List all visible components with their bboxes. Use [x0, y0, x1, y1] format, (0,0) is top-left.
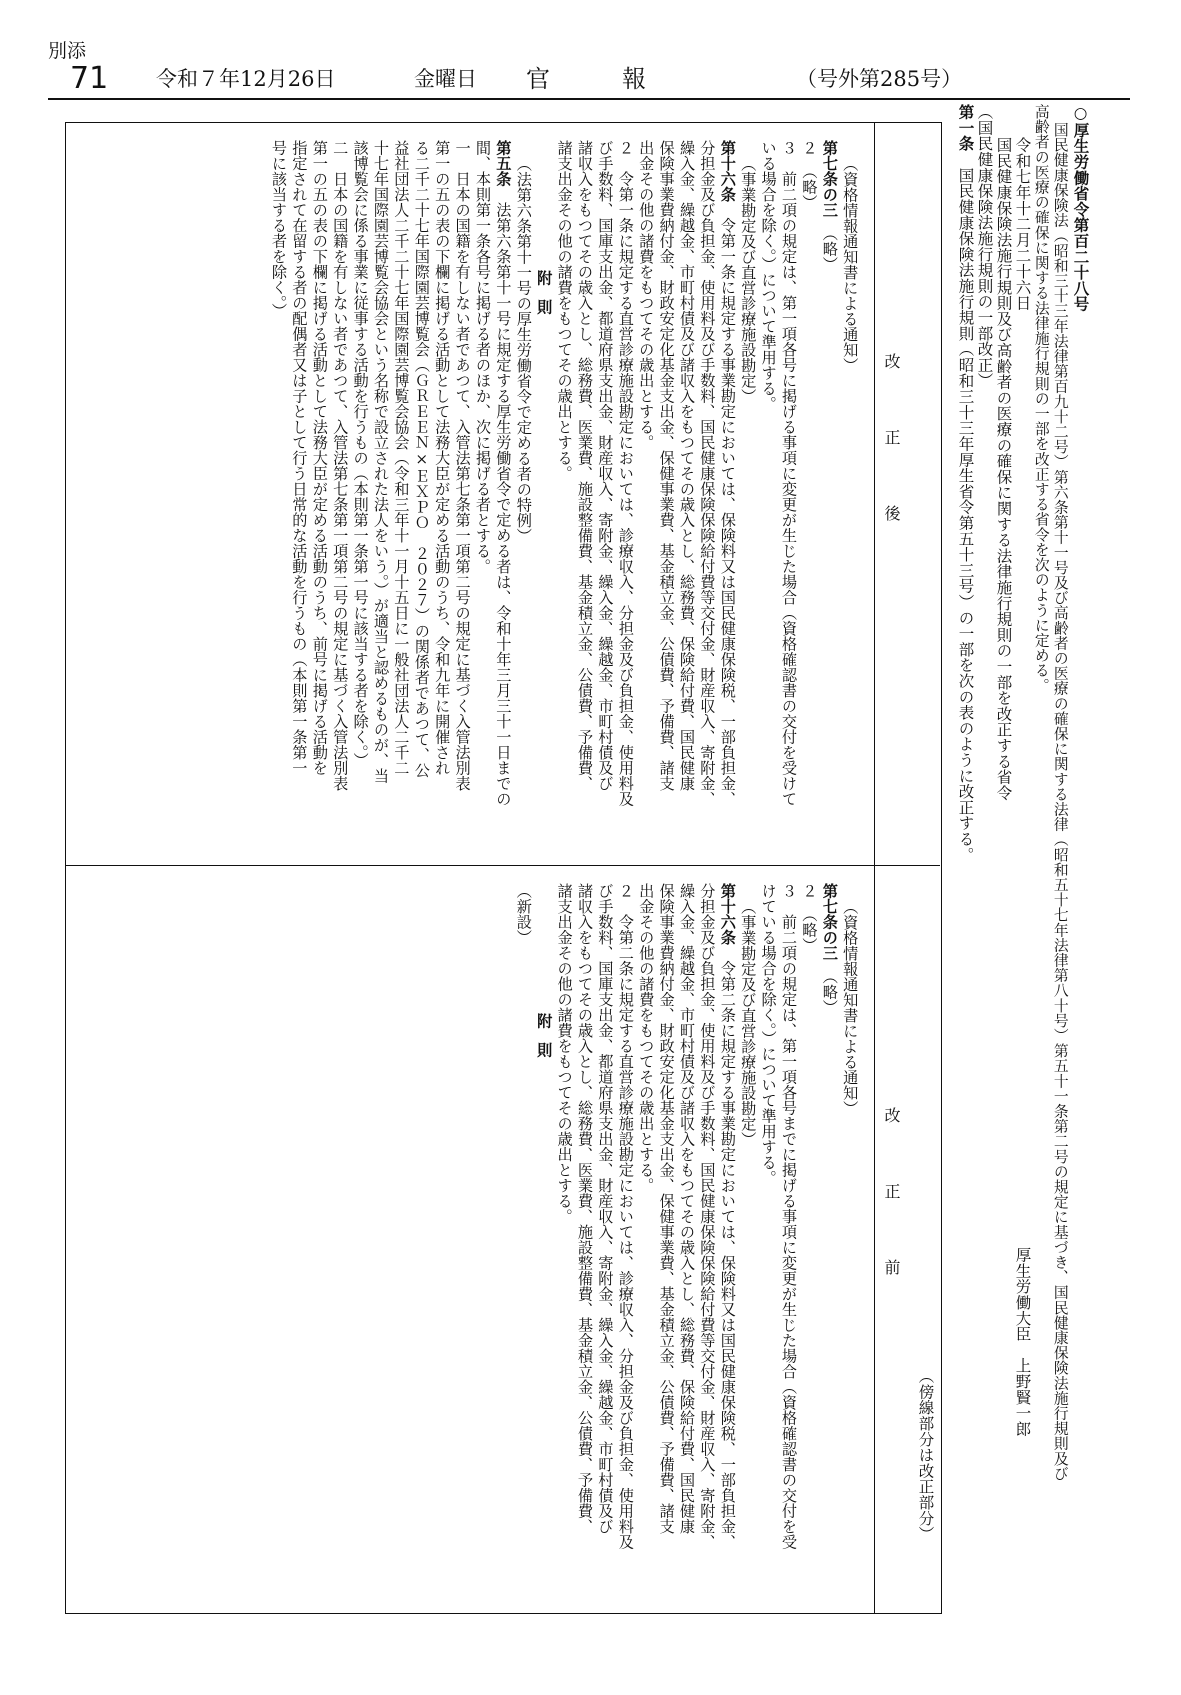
- table-column: [720, 140, 735, 807]
- attachment-label: 別添: [48, 40, 87, 62]
- table-column: 出金その他の諸費をもつてその歳出とする。: [637, 883, 656, 1193]
- table-column: る二千二十七年国際園芸博覧会（ＧＲＥＥＮ×ＥＸＰＯ ２０２７）の関係者であつて、公: [412, 140, 431, 779]
- table-column: 二 日本の国籍を有しない者であつて、入管法第七条第一項第二号の規定に基づく入管法別表: [331, 140, 350, 791]
- article-heading: 第十六条: [718, 883, 737, 945]
- table-column: いる場合を除く。）について準用する。: [759, 140, 778, 412]
- table-column: 号に該当する者を除く。）: [270, 140, 288, 319]
- table-column: 繰入金、繰越金、市町村債及び諸収入をもつてその歳入とし、総務費、保険給付費、国民健康: [678, 883, 696, 1534]
- table-column: ３ 前二項の規定は、第一項各号までに掲げる事項に変更が生じた場合（資格確認書の交付を受: [780, 883, 798, 1550]
- table-column: 諸収入をもつてその歳入とし、総務費、医業費、施設整備費、基金積立金、公債費、予備費、: [576, 883, 594, 1534]
- table-column: び手数料、国庫支出金、都道府県支出金、財産収入、寄附金、繰入金、繰越金、市町村債及び: [596, 140, 615, 791]
- table-column: 保険事業費納付金、財政安定化基金支出金、保健事業費、基金積立金、公債費、予備費、諸支: [657, 883, 676, 1534]
- table-column: 第一の五の表の下欄に掲げる活動として法務大臣が定める活動のうち、前号に掲げる活動を: [310, 140, 329, 776]
- table-column: 諸支出金その他の諸費をもつてその歳出とする。: [555, 140, 574, 481]
- header-after: 改正後: [882, 353, 901, 581]
- table-column: 諸支出金その他の諸費をもつてその歳出とする。: [555, 883, 574, 1224]
- table-column: 一 日本の国籍を有しない者であつて、入管法第七条第一項第二号の規定に基づく入管法別表: [453, 140, 472, 791]
- table-column: 諸収入をもつてその歳入とし、総務費、医業費、施設整備費、基金積立金、公債費、予備費、: [576, 140, 594, 791]
- gazette-header: [48, 62, 1130, 96]
- table-column: び手数料、国庫支出金、都道府県支出金、財産収入、寄附金、繰入金、繰越金、市町村債及び: [596, 883, 615, 1534]
- table-column: [822, 883, 837, 1015]
- table-column: 出金その他の諸費をもつてその歳出とする。: [637, 140, 656, 450]
- table-column: 分担金及び負担金、使用料及び手数料、国民健康保険保険給付費等交付金、財産収入、寄附金、: [698, 883, 717, 1550]
- supplementary-heading: 附則: [535, 1013, 554, 1072]
- article-1-text: 国民健康保険法施行規則（昭和三十三年厚生省令第五十三号）の一部を次の表のように改正する。: [956, 167, 975, 863]
- table-column: （新設）: [514, 883, 533, 945]
- table-column: ３ 前二項の規定は、第一項各号に掲げる事項に変更が生じた場合（資格確認書の交付を受けて: [780, 140, 798, 807]
- table-column: ２ （略）: [800, 140, 819, 210]
- header-rule: [48, 98, 1130, 100]
- section-caption: （資格情報通知書による通知）: [841, 899, 860, 1116]
- table-column: [720, 883, 735, 1550]
- table-column: [494, 140, 513, 807]
- underline-note: （傍線部分は改正部分）: [916, 1368, 935, 1542]
- supplementary-heading: 附則: [535, 270, 554, 329]
- section-caption: （事業勘定及び直営診療施設勘定）: [739, 899, 758, 1147]
- table-column: 第一の五の表の下欄に掲げる活動として法務大臣が定める活動のうち、令和九年に開催され: [433, 140, 452, 776]
- article-text: 法第六条第十一号に規定する厚生労働省令で定める者は、令和十年三月三十一日までの: [494, 202, 513, 807]
- enactment-line-2: 高齢者の医療の確保に関する法律施行規則の一部を改正する省令を次のように定める。: [1032, 104, 1050, 693]
- gazette-title: 官報: [526, 65, 718, 93]
- section-caption: （資格情報通知書による通知）: [841, 156, 860, 373]
- table-column: 十七年国際園芸博覧会協会という名称で設立された法人をいう。）が適当と認めるものが、当: [372, 140, 390, 784]
- table-column: ２ （略）: [800, 883, 819, 953]
- article-text: 令第二条に規定する事業勘定においては、保険料又は国民健康保険税、一部負担金、: [718, 960, 737, 1550]
- table-column: 指定されて在留する者の配偶者又は子として行う日常的な活動を行うもの（本則第一条第一: [290, 140, 309, 776]
- article-1-heading: 第一条: [956, 104, 975, 152]
- article-heading: 第五条: [494, 140, 513, 187]
- header-before: 改正前: [882, 1107, 901, 1335]
- table-header-separator: [874, 122, 875, 1613]
- article-text: （略）: [820, 976, 839, 1015]
- table-column: 繰入金、繰越金、市町村債及び諸収入をもつてその歳入とし、総務費、保険給付費、国民健康: [678, 140, 696, 791]
- ordinance-name: 国民健康保険法施行規則及び高齢者の医療の確保に関する法律施行規則の一部を改正する省令: [994, 137, 1013, 801]
- table-column: ２ 令第一条に規定する直営診療施設勘定においては、診療収入、分担金及び負担金、使用料及: [616, 140, 635, 807]
- issue-date: 令和７年12月26日: [156, 67, 336, 91]
- table-column: [822, 140, 837, 272]
- table-column: 間、本則第一条各号に掲げる者のほか、次に掲げる者とする。: [474, 140, 492, 574]
- article-1: [957, 104, 973, 862]
- article-text: 令第一条に規定する事業勘定においては、保険料又は国民健康保険税、一部負担金、: [718, 217, 737, 807]
- article-heading: 第十六条: [718, 140, 737, 202]
- table-column: ２ 令第二条に規定する直営診療施設勘定においては、診療収入、分担金及び負担金、使用料及: [616, 883, 635, 1550]
- section-caption: （事業勘定及び直営診療施設勘定）: [739, 156, 758, 404]
- page-number: 71: [70, 61, 109, 96]
- article-heading: 第七条の三: [820, 140, 839, 218]
- table-column: 分担金及び負担金、使用料及び手数料、国民健康保険保険給付費等交付金、財産収入、寄附金、: [698, 140, 717, 807]
- section-caption: （法第六条第十一号の厚生労働省令で定める者の特例）: [514, 156, 533, 544]
- enactment-line-1: 国民健康保険法（昭和三十三年法律第百九十二号）第六条第十一号及び高齢者の医療の確保に関する法律（昭和五十七年法律第八十号）第五十一条第二号の規定に基づき、国民健康保険法施行規則及び: [1051, 122, 1069, 1481]
- table-column: けている場合を除く。）について準用する。: [759, 883, 778, 1186]
- minister-signature: 厚生労働大臣 上野賢一郎: [1013, 1247, 1032, 1437]
- ordinance-date: 令和七年十二月二十六日: [1013, 137, 1032, 311]
- table-column: 該博覧会に係る事業に従事する活動を行うもの（本則第一条第一号に該当する者を除く。）: [351, 140, 370, 768]
- article-heading: 第七条の三: [820, 883, 839, 961]
- table-column: 益社団法人二千二十七年国際園芸博覧会協会（令和三年十一月十五日に一般社団法人二千二: [392, 140, 411, 776]
- part-heading: （国民健康保険法施行規則の一部改正）: [975, 104, 994, 389]
- issue-number: （号外第285号）: [796, 67, 963, 91]
- ordinance-title: ○厚生労働省令第百二十八号: [1071, 104, 1090, 312]
- table-section-separator: [65, 865, 940, 866]
- table-column: 保険事業費納付金、財政安定化基金支出金、保健事業費、基金積立金、公債費、予備費、諸支: [657, 140, 676, 791]
- article-text: （略）: [820, 233, 839, 272]
- issue-weekday: 金曜日: [414, 67, 477, 91]
